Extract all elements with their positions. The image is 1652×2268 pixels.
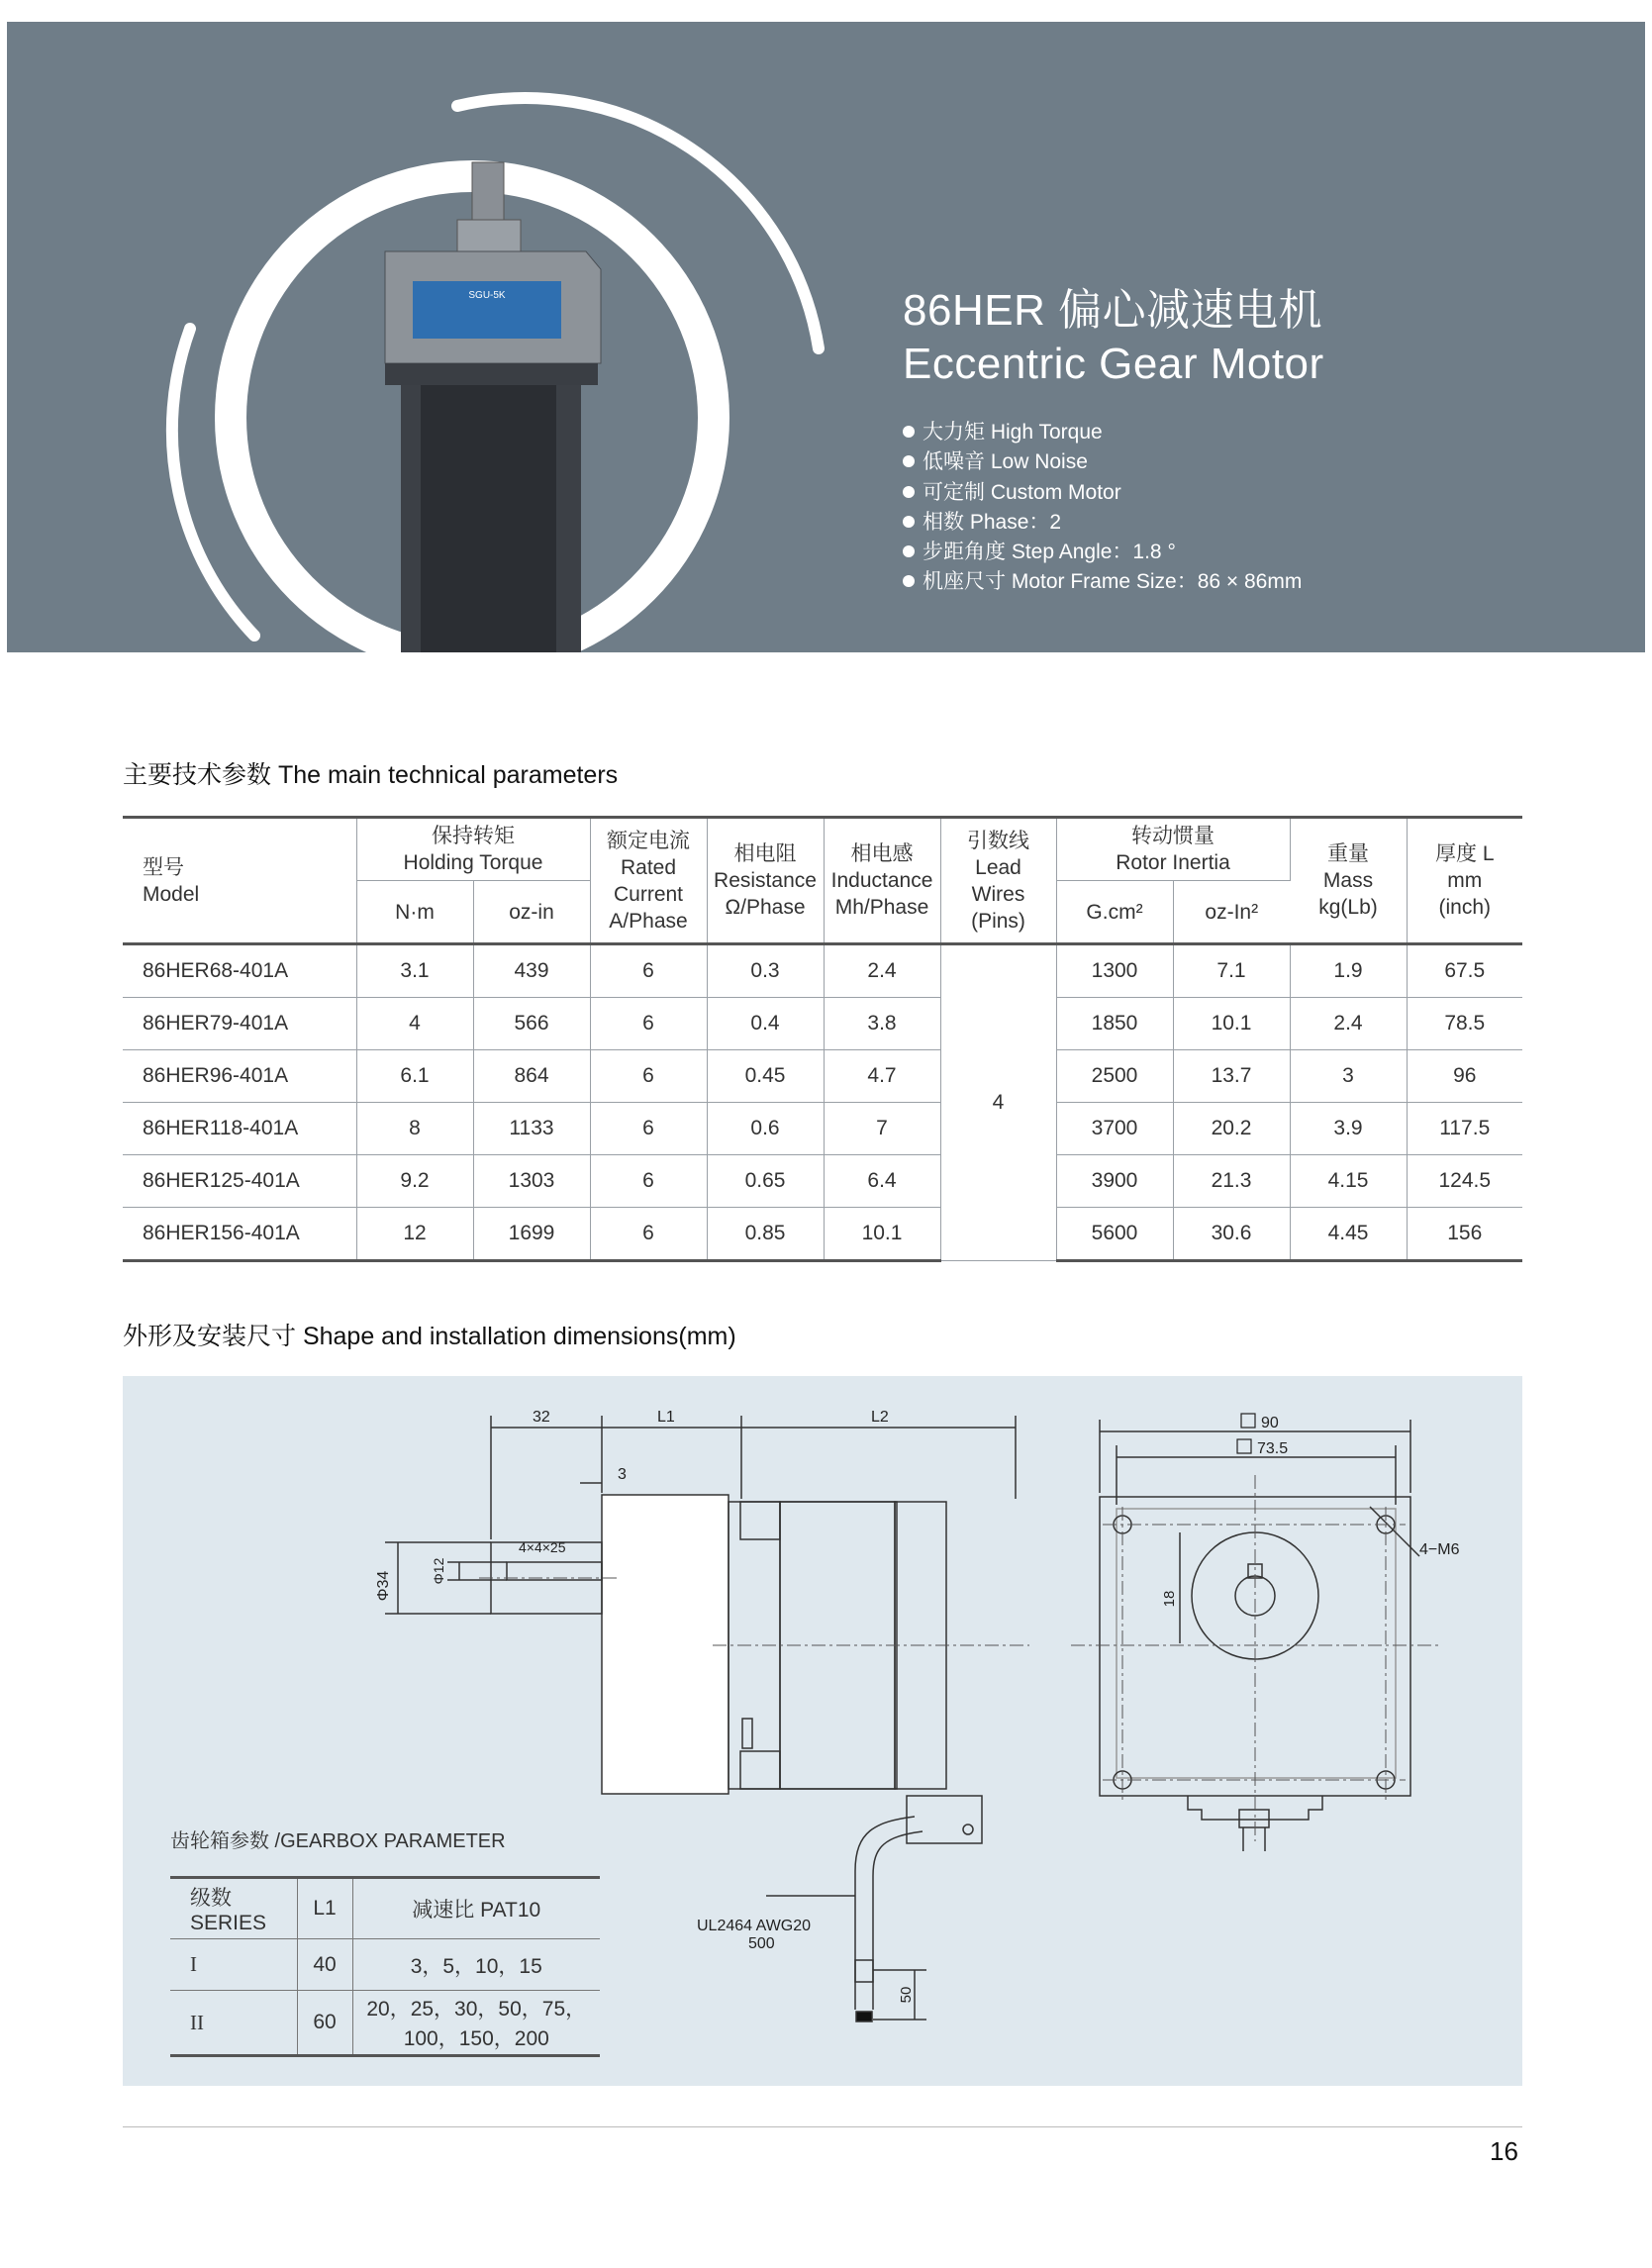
- header-series: 级数 SERIES: [170, 1878, 297, 1939]
- gearbox-table: [170, 1876, 600, 2057]
- header-holding-torque: 保持转矩 Holding Torque: [356, 818, 590, 881]
- square-icon: [1237, 1439, 1251, 1453]
- gearbox-title: 齿轮箱参数 /GEARBOX PARAMETER: [170, 1830, 506, 1852]
- feature-list: [903, 418, 1302, 598]
- spec-table: [123, 816, 1522, 1262]
- table-row: 86HER96-401A 6.1 864 6 0.45 4.7 2500 13.7 3 96: [123, 1050, 1522, 1103]
- table-row: 86HER79-401A 4 566 6 0.4 3.8 1850 10.1 2.4 78.5: [123, 998, 1522, 1050]
- header-l1: L1: [297, 1878, 352, 1939]
- table-row: 86HER125-401A 9.2 1303 6 0.65 6.4 3900 21.3 4.15 124.5: [123, 1155, 1522, 1208]
- bullet-icon: [903, 486, 915, 498]
- header-inductance: 相电感 Inductance Mh/Phase: [824, 818, 940, 944]
- bullet-icon: [903, 575, 915, 587]
- feature-item: 可定制 Custom Motor: [903, 478, 1302, 508]
- title-cn: 86HER 偏心减速电机: [903, 286, 1323, 335]
- feature-item: 大力矩 High Torque: [903, 418, 1302, 447]
- header-ozin2: oz-In²: [1173, 881, 1290, 944]
- dim-50: 50: [898, 1986, 915, 2004]
- header-ozin: oz-in: [473, 881, 590, 944]
- header-gcm: G.cm²: [1056, 881, 1173, 944]
- dim-phi34: Φ34: [375, 1570, 392, 1602]
- header-resistance: 相电阻 Resistance Ω/Phase: [707, 818, 824, 944]
- dim-key: 4×4×25: [519, 1539, 566, 1555]
- square-icon: [1241, 1414, 1255, 1428]
- hero-graphic: [7, 22, 1645, 652]
- header-mass: 重量 Mass kg(Lb): [1290, 818, 1407, 944]
- dim-cable: UL2464 AWG20: [697, 1918, 812, 1934]
- hero-banner: [7, 22, 1645, 652]
- header-model: 型号 Model: [123, 818, 356, 944]
- dim-32: 32: [533, 1409, 550, 1426]
- table-row: 86HER68-401A 3.1 439 6 0.3 2.4 4 1300 7.1 1.9 67.5: [123, 944, 1522, 998]
- feature-item: 步距角度 Step Angle：1.8 °: [903, 538, 1302, 567]
- dim-cable-len: 500: [748, 1935, 775, 1952]
- table-row: 86HER118-401A 8 1133 6 0.6 7 3700 20.2 3.9 117.5: [123, 1103, 1522, 1155]
- hero-title: [903, 284, 1324, 391]
- footer-divider: [123, 2126, 1522, 2127]
- table-row: I 40 3，5，10，15: [170, 1939, 600, 1991]
- table-row: [170, 1878, 600, 1939]
- feature-item: 低噪音 Low Noise: [903, 447, 1302, 477]
- dim-18: 18: [1161, 1590, 1178, 1608]
- header-ratio: 减速比 PAT10: [352, 1878, 600, 1939]
- feature-item: 机座尺寸 Motor Frame Size：86 × 86mm: [903, 567, 1302, 597]
- header-rated-current: 额定电流 Rated Current A/Phase: [590, 818, 707, 944]
- lead-wires-cell: 4: [940, 944, 1056, 1261]
- bullet-icon: [903, 545, 915, 557]
- bullet-icon: [903, 455, 915, 467]
- bullet-icon: [903, 426, 915, 438]
- dim-section-title: 外形及安装尺寸 Shape and installation dimensions(mm): [123, 1323, 736, 1350]
- page-number: 16: [1490, 2136, 1518, 2166]
- motor-nameplate: SGU-5K: [468, 290, 506, 301]
- dim-phi12: Φ12: [431, 1557, 446, 1585]
- bullet-icon: [903, 516, 915, 528]
- dim-m6: 4−M6: [1419, 1541, 1460, 1558]
- dim-l1: L1: [657, 1409, 675, 1426]
- dim-sq90: 90: [1261, 1415, 1279, 1431]
- feature-item: 相数 Phase：2: [903, 508, 1302, 538]
- header-rotor-inertia: 转动惯量 Rotor Inertia: [1056, 818, 1290, 881]
- table-row: 86HER156-401A 12 1699 6 0.85 10.1 5600 30.6 4.45 156: [123, 1208, 1522, 1261]
- header-nm: N·m: [356, 881, 473, 944]
- title-en: Eccentric Gear Motor: [903, 340, 1324, 388]
- spec-section-title: 主要技术参数 The main technical parameters: [123, 761, 619, 789]
- dim-sq73-5: 73.5: [1257, 1440, 1289, 1457]
- dim-3: 3: [618, 1466, 627, 1483]
- table-row: II 60 20，25，30，50，75， 100，150，200: [170, 1991, 600, 2056]
- dim-l2: L2: [871, 1409, 889, 1426]
- header-thickness: 厚度 L mm (inch): [1407, 818, 1522, 944]
- header-lead-wires: 引数线 Lead Wires (Pins): [940, 818, 1056, 944]
